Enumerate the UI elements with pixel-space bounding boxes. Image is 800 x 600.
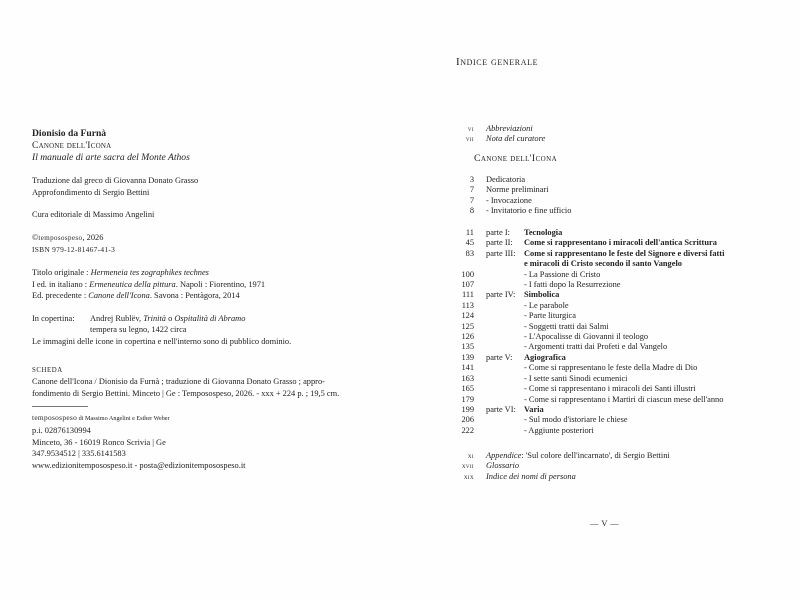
first-edition-label: I ed. in italiano :	[32, 279, 90, 289]
original-title: Hermeneia tes zographikes technes	[90, 267, 209, 277]
entry-label: - Come si rappresentano i Martiri di ciascun mese dell'anno	[524, 394, 724, 404]
author: Dionisio da Furnà	[32, 128, 107, 139]
entry-label: - Come si rappresentano i miracoli dei Santi illustri	[524, 384, 696, 394]
copyright-brand: temposospeso	[38, 233, 83, 242]
cover-work: Trinità	[143, 313, 166, 323]
page-number: 8	[469, 206, 474, 216]
list-item	[442, 322, 772, 332]
previous-edition-rest: . Savona : Pentàgora, 2014	[149, 291, 240, 301]
part-label: parte V:	[486, 352, 513, 362]
part-entry	[442, 249, 772, 259]
page-number: 113	[461, 300, 474, 310]
list-item	[442, 415, 772, 425]
list-item	[442, 363, 772, 373]
publisher-address: Minceto, 36 - 16019 Ronco Scrivia | Ge	[32, 437, 166, 447]
appendix-label: Appendice	[486, 451, 522, 460]
page-number: xix	[463, 471, 474, 481]
page-number: xi	[467, 451, 474, 460]
part-entry	[442, 405, 772, 415]
previous-edition-title: Canone dell'Icona	[88, 291, 150, 301]
entry-label: Norme preliminari	[486, 185, 549, 195]
list-item	[442, 384, 772, 394]
list-item	[442, 301, 772, 311]
list-item	[442, 124, 772, 134]
colophon-page	[32, 128, 372, 471]
list-item	[442, 342, 772, 352]
list-item	[442, 374, 772, 384]
page-number: 206	[461, 415, 474, 425]
previous-edition-label: Ed. precedente :	[32, 291, 89, 301]
part-title: Varia	[524, 404, 544, 414]
original-title-label: Titolo originale :	[32, 267, 91, 277]
page-number: 163	[461, 373, 474, 383]
book-title: Canone dell'Icona	[32, 140, 112, 151]
entry-label: - I fatti dopo la Resurrezione	[524, 280, 621, 290]
part-title: Agiografica	[524, 352, 566, 362]
publisher-web: www.edizionitemposospeso.it - posta@edizionitemposospeso.it	[32, 460, 246, 470]
entry-label: - I sette santi Sinodi ecumenici	[524, 373, 628, 383]
part-label: parte I:	[486, 228, 510, 237]
part-title: Come si rappresentano le feste del Signore e diversi fatti	[524, 248, 725, 258]
editor-credit: Cura editoriale di Massimo Angelini	[32, 210, 155, 220]
first-edition-title: Ermeneutica della pittura	[89, 279, 176, 289]
page-number: vii	[465, 134, 474, 144]
list-item	[442, 451, 772, 461]
cover-line	[32, 313, 372, 325]
copyright-year: , 2026	[82, 232, 104, 242]
part-label: parte II:	[486, 238, 513, 248]
divider	[32, 406, 88, 407]
page-number: 45	[465, 238, 474, 248]
publisher-brand: temposospeso	[32, 413, 78, 423]
original-title-line	[32, 267, 372, 279]
cover-work-alt: Ospitalità di Abramo	[174, 313, 246, 323]
deepening-credit: Approfondimento di Sergio Bettini	[32, 187, 150, 197]
part-title: Simbolica	[524, 290, 560, 300]
page-number: 165	[461, 384, 474, 394]
appendix-title: : 'Sul colore dell'incarnato', di Sergio Bettini	[521, 451, 670, 460]
page-number: xvii	[461, 461, 474, 471]
intro-list	[442, 175, 772, 217]
page-number: 141	[461, 363, 474, 373]
page-number: 199	[461, 404, 474, 414]
copyright-line	[32, 232, 372, 245]
images-note: Le immagini delle icone in copertina e nell'interno sono di pubblico dominio.	[32, 336, 292, 346]
back-matter-list	[442, 451, 772, 482]
entry-label: - Parte liturgica	[524, 311, 576, 321]
parts-list	[442, 228, 772, 436]
page-number: 125	[461, 321, 474, 331]
vat-number: p.i. 02876130994	[32, 425, 91, 435]
entry-label: - Sul modo d'istoriare le chiese	[524, 415, 628, 425]
first-edition-line	[32, 279, 372, 291]
publisher-line	[32, 412, 372, 425]
part-title: Tecnologia	[524, 228, 563, 237]
publisher-phones: 347.9534512 | 335.6141583	[32, 449, 126, 459]
entry-label: - Invocazione	[486, 195, 532, 205]
copyright-symbol: ©	[32, 232, 39, 242]
page-number: 83	[465, 248, 474, 258]
names-index-label: Indice dei nomi di persona	[486, 471, 576, 481]
list-item	[442, 175, 772, 185]
page-number: 222	[461, 425, 474, 435]
scheda-line-1: Canone dell'Icona / Dionisio da Furnà ; traduzione di Giovanna Donato Grasso ; appro-	[32, 377, 325, 387]
cover-artist: Andrej Rublëv,	[90, 313, 144, 323]
scheda-heading: SCHEDA	[32, 366, 63, 374]
section-heading: Canone dell'Icona	[474, 153, 558, 164]
list-item	[442, 472, 772, 482]
list-item	[442, 134, 772, 144]
page-folio: — V —	[590, 519, 620, 528]
page-number: 11	[465, 228, 474, 237]
entry-label: - Aggiunte posteriori	[524, 425, 594, 435]
entry-label: - Argomenti tratti dai Profeti e dal Vangelo	[524, 342, 668, 352]
part-label: parte IV:	[486, 290, 516, 300]
entry-label: - Soggetti tratti dai Salmi	[524, 321, 609, 331]
translation-credit: Traduzione dal greco di Giovanna Donato Grasso	[32, 176, 199, 185]
page-number: 7	[469, 195, 474, 205]
list-item	[442, 426, 772, 436]
list-item	[442, 332, 772, 342]
front-matter-list	[442, 124, 772, 145]
page-number: 126	[461, 332, 474, 342]
list-item	[442, 196, 772, 206]
part-title-continued: e miracoli di Cristo secondo il santo Vangelo	[524, 259, 682, 269]
page-number: 111	[462, 290, 474, 300]
page-number: 179	[461, 394, 474, 404]
publisher-owners: di Massimo Angelini e Esther Weber	[77, 415, 170, 423]
part-entry	[442, 238, 772, 248]
entry-label: Dedicatoria	[486, 175, 526, 184]
part-entry	[442, 228, 772, 238]
entry-label: Nota del curatore	[486, 134, 546, 144]
first-edition-rest: . Napoli : Fiorentino, 1971	[175, 279, 266, 289]
index-page	[442, 56, 772, 481]
list-item	[442, 461, 772, 471]
list-item	[442, 206, 772, 216]
entry-label: - L'Apocalisse di Giovanni il teologo	[524, 332, 649, 342]
previous-edition-line	[32, 290, 372, 302]
cover-label: In copertina:	[32, 313, 75, 323]
part-label: parte VI:	[486, 404, 516, 414]
page-number: 135	[461, 342, 474, 352]
entry-label: - Le parabole	[524, 300, 569, 310]
page-number: 7	[469, 185, 474, 195]
list-item	[442, 395, 772, 405]
part-entry-continuation	[442, 259, 772, 269]
cover-or: o	[166, 313, 175, 323]
isbn: ISBN 979-12-81467-41-3	[32, 245, 116, 255]
part-title: Come si rappresentano i miracoli dell'antica Scrittura	[524, 238, 717, 248]
list-item	[442, 185, 772, 195]
part-entry	[442, 353, 772, 363]
entry-label: Abbreviazioni	[486, 124, 533, 133]
book-subtitle: Il manuale di arte sacra del Monte Athos	[32, 152, 190, 163]
entry-label: - Come si rappresentano le feste della Madre di Dio	[524, 363, 698, 373]
page-number: 124	[461, 311, 474, 321]
page-number: 100	[461, 269, 474, 279]
cover-technique: tempera su legno, 1422 circa	[90, 325, 187, 335]
index-title: Indice generale	[456, 56, 539, 68]
entry-label: - Invitatorio e fine ufficio	[486, 206, 572, 216]
cover-description	[90, 313, 245, 325]
part-label: parte III:	[486, 248, 516, 258]
page-number: 139	[461, 352, 474, 362]
glossary-label: Glossario	[486, 461, 520, 471]
page-number: 3	[469, 175, 474, 184]
page-number: 107	[461, 280, 474, 290]
list-item	[442, 311, 772, 321]
part-entry	[442, 290, 772, 300]
list-item	[442, 280, 772, 290]
page-number: vi	[467, 124, 474, 133]
entry-label: - La Passione di Cristo	[524, 269, 601, 279]
scheda-line-2: fondimento di Sergio Bettini. Minceto | Ge : Temposospeso, 2026. - xxx + 224 p. ; 19,5 cm.	[32, 388, 340, 398]
list-item	[442, 270, 772, 280]
